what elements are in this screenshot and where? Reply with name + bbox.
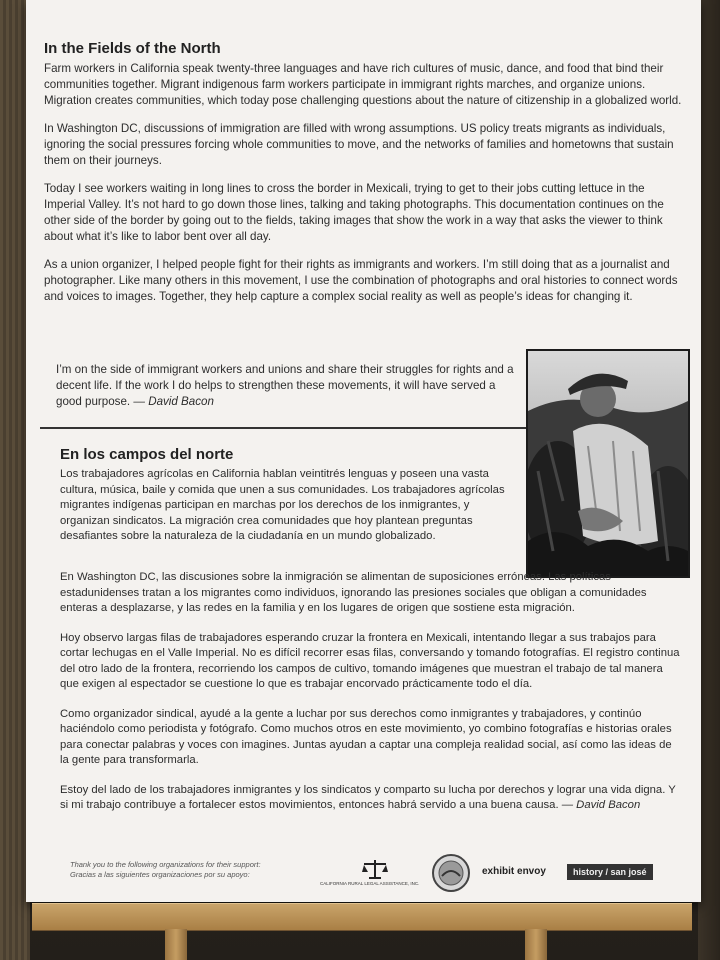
english-paragraph-4: As a union organizer, I helped people fight for their rights as immigrants and workers. I’m still doing that as a journalist and photographer. Like many others in this movement, I use the combination of photographs and oral histories to connect words and voices to images. Together, they help capture a complex social reality as well as people’s ideas for changing it. <box>44 258 678 303</box>
seal-logo-icon <box>432 854 470 892</box>
easel-ledge <box>32 903 692 931</box>
spanish-paragraph-4: Como organizador sindical, ayudé a la gente a luchar por sus derechos como inmigrantes y trabajadores, y continúo haciéndolo como periodista y fotógrafo. Como muchos otros en este movimiento, yo combino fotografías e historias orales para conectar palabras y voces con imagines. Juntas ayudan a captar una compleja realidad social, así como las ideas de la gente para transformarla. <box>60 707 672 766</box>
spanish-closing-text: Estoy del lado de los trabajadores inmigrantes y los sindicatos y comparto su lucha por derechos y lograr una vida digna. Y si mi trabajo contribuye a fortalecer estos movimientos, entonces habrá servido a una buena causa. <box>60 783 676 811</box>
exhibit-envoy-logo: exhibit envoy <box>482 866 546 877</box>
scales-icon <box>360 858 390 880</box>
spanish-signature: — David Bacon <box>561 799 641 811</box>
english-section <box>44 40 689 305</box>
easel-leg-left <box>165 929 187 960</box>
farmworker-photo-image <box>528 351 688 576</box>
english-closing-text: I’m on the side of immigrant workers and unions and share their struggles for rights and a decent life. If the work I do helps to strengthen these movements, it will have served a good purpose. <box>56 363 514 408</box>
english-closing <box>56 362 518 410</box>
crla-logo <box>320 858 440 890</box>
sponsor-strip <box>70 860 670 900</box>
crla-label: CALIFORNIA RURAL LEGAL ASSISTANCE, INC. <box>320 881 420 886</box>
spanish-section-body <box>60 570 680 814</box>
spanish-paragraph-3: Hoy observo largas filas de trabajadores esperando cruzar la frontera en Mexicali, intentando llegar a sus trabajos para cortar lechugas en el Valle Imperial. No es difícil recorrer esas filas, conversando y tomando fotografías. El registro continua del otro lado de la frontera, recorriendo los campos de cultivo, tomando imágenes que muestran el trabajo de tal manera que exigen al espectador se cuestione lo que es trabajar encorvado prácticamente todo el día. <box>60 631 680 690</box>
english-title: In the Fields of the North <box>44 40 221 57</box>
sponsor-thanks <box>70 860 310 880</box>
history-san-jose-logo: history / san josé <box>567 864 653 880</box>
exhibit-panel <box>26 0 701 902</box>
english-signature: — David Bacon <box>133 395 214 408</box>
english-paragraph-2: In Washington DC, discussions of immigration are filled with wrong assumptions. US policy treats migrants as individuals, ignoring the social pressures forcing whole communities to move, and the networks of families and hometowns that sustain them on their journeys. <box>44 122 674 167</box>
spanish-paragraph-1: Los trabajadores agrícolas en California hablan veintitrés lenguas y poseen una vasta cultura, música, baile y comida que unen a sus comunidades. Los trabajadores agrícolas migrantes indígenas participan en marchas por los derechos de los inmigrantes, y organizan sindicatos. La migración crea comunidades que hoy plantean preguntas desafiantes sobre la naturaleza de la ciudadanía en un mundo globalizado. <box>60 468 505 542</box>
spanish-paragraph-2: En Washington DC, las discusiones sobre la inmigración se alimentan de suposiciones erróneas. Las políticas estadunidenses tratan a los migrantes como individuos, ignorando las presiones sociales que obligan a comunidades enteras a desplazarse, y las redes en la familia y en los lugares de origen que sostiene esta migración. <box>60 571 647 614</box>
easel-leg-right <box>525 929 547 960</box>
spanish-title: En los campos del norte <box>60 446 234 463</box>
section-divider <box>40 427 556 429</box>
wall-background-right <box>698 0 720 960</box>
spanish-section-intro <box>60 446 520 545</box>
english-paragraph-1: Farm workers in California speak twenty-three languages and have rich cultures of music, dance, and food that bind their communities together. Migrant indigenous farm workers participate in immigrant rights marches, and organize unions. Migration creates communities, which today pose challenging questions about the nature of citizenship in a globalized world. <box>44 62 682 107</box>
english-paragraph-3: Today I see workers waiting in long lines to cross the border in Mexicali, trying to get to their jobs cutting lettuce in the Imperial Valley. It’s not hard to go down those lines, talking and taking photographs. This documentation continues on the other side of the border by going out to the fields, taking images that show the work in a way that asks the viewer to think about what it’s like to labor bent over all day. <box>44 182 664 243</box>
sponsor-thanks-spanish: Gracias a las siguientes organizaciones por su apoyo: <box>70 870 250 879</box>
farmworker-photo <box>526 349 690 578</box>
sponsor-thanks-english: Thank you to the following organizations for their support: <box>70 860 261 869</box>
